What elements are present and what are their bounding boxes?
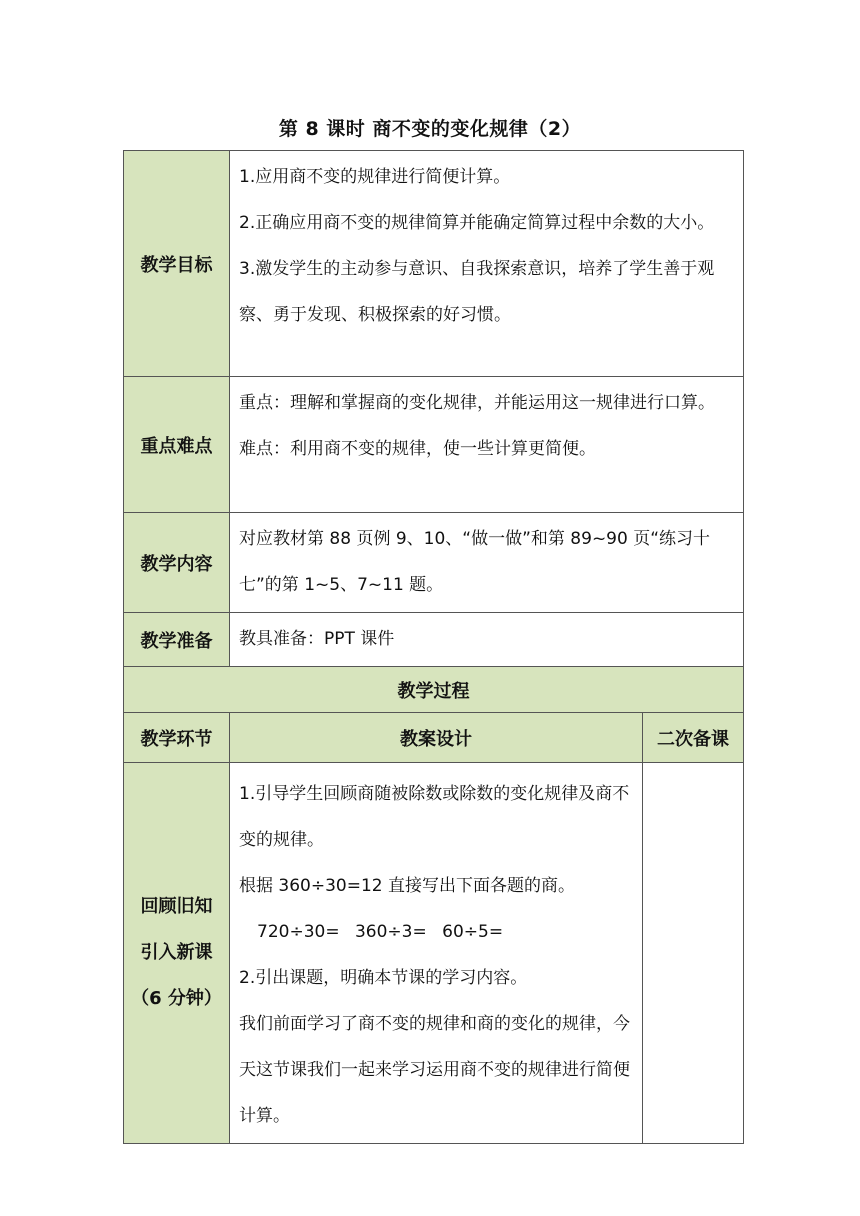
key-points-content	[230, 377, 744, 513]
content-label: 教学内容	[124, 513, 230, 613]
section1-line: 我们前面学习了商不变的规律和商的变化的规律，今天这节课我们一起来学习运用商不变的规律进行简便计算。	[239, 1014, 630, 1126]
content-row	[124, 513, 744, 613]
preparation-row	[124, 613, 744, 667]
key-points-label: 重点难点	[124, 377, 230, 513]
objectives-line: 1.应用商不变的规律进行简便计算。	[239, 167, 511, 187]
section1-notes	[643, 763, 744, 1144]
section1-exercises: 720÷30= 360÷3= 60÷5=	[257, 922, 504, 942]
section1-line: 2.引出课题，明确本节课的学习内容。	[239, 968, 528, 988]
section1-content	[230, 763, 643, 1144]
column-header-row	[124, 713, 744, 763]
section1-row	[124, 763, 744, 1144]
key-point-line: 重点：理解和掌握商的变化规律，并能运用这一规律进行口算。	[239, 393, 715, 413]
section1-label-line: （6 分钟）	[131, 988, 222, 1009]
preparation-text: 教具准备：PPT 课件	[230, 613, 744, 667]
objectives-label: 教学目标	[124, 151, 230, 377]
preparation-label: 教学准备	[124, 613, 230, 667]
lesson-plan-table	[123, 150, 744, 1144]
section1-line: 1.引导学生回顾商随被除数或除数的变化规律及商不变的规律。	[239, 784, 630, 850]
key-points-row	[124, 377, 744, 513]
objectives-line: 3.激发学生的主动参与意识、自我探索意识，培养了学生善于观察、勇于发现、积极探索的好习惯。	[239, 259, 715, 325]
objectives-content	[230, 151, 744, 377]
objectives-line: 2.正确应用商不变的规律简算并能确定简算过程中余数的大小。	[239, 213, 715, 233]
page-title: 第 8 课时 商不变的变化规律（2）	[278, 118, 582, 140]
objectives-row	[124, 151, 744, 377]
column-header-design: 教案设计	[230, 713, 643, 763]
section1-line: 根据 360÷30=12 直接写出下面各题的商。	[239, 876, 576, 896]
section1-label-line: 引入新课	[140, 942, 213, 963]
column-header-stage: 教学环节	[124, 713, 230, 763]
content-text: 对应教材第 88 页例 9、10、“做一做”和第 89~90 页“练习十七”的第 1~5、7~11 题。	[230, 513, 744, 613]
column-header-notes: 二次备课	[643, 713, 744, 763]
process-header: 教学过程	[124, 667, 744, 713]
process-header-row	[124, 667, 744, 713]
section1-label	[124, 763, 230, 1144]
difficulty-line: 难点：利用商不变的规律，使一些计算更简便。	[239, 439, 596, 459]
section1-label-line: 回顾旧知	[140, 896, 213, 917]
